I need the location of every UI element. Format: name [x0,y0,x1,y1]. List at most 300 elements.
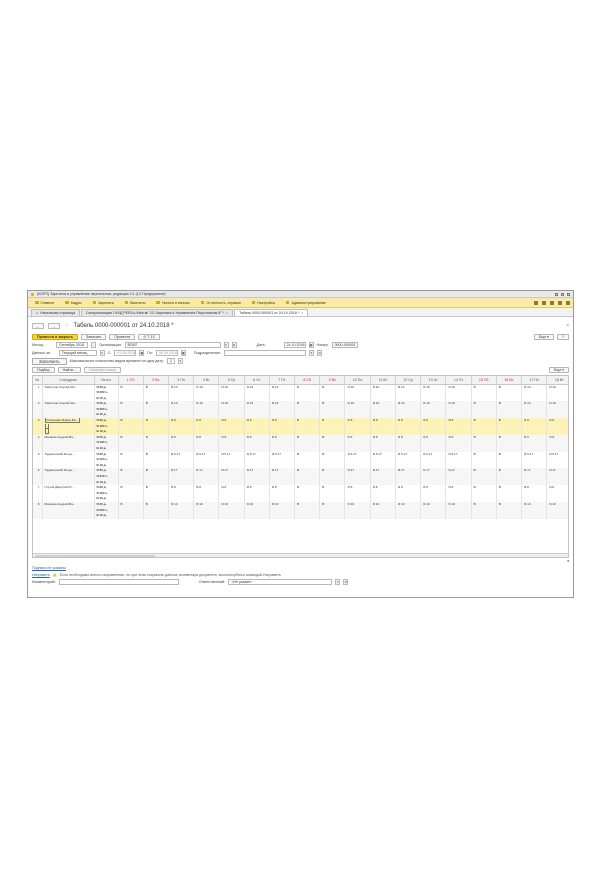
day-cell[interactable]: Я 8 [269,485,294,491]
day-cell[interactable]: Я 8 [522,418,547,424]
day-cell[interactable]: Я 17 [194,468,219,474]
day-cell[interactable]: Я 10 [345,384,370,390]
day-cell[interactable]: Я 5.17 [194,452,219,458]
from-date-field[interactable]: 01.09.2018 [114,350,136,356]
day-cell[interactable]: В [295,418,320,424]
maximize-icon[interactable] [561,293,564,296]
department-label: Подразделение: [193,351,222,355]
day-cell[interactable]: Я 5.17 [269,452,294,458]
day-cell[interactable] [446,513,471,519]
cancel-search-button[interactable]: Отменить поиск [84,367,121,373]
day-cell[interactable]: Я 8 [522,485,547,491]
day-cell[interactable]: Я 5.17 [446,452,471,458]
forward-button[interactable]: → [48,323,60,329]
calendar-icon[interactable]: ▦ [309,343,313,348]
salary-icon [93,301,97,305]
day-cell[interactable]: В [471,485,496,491]
day-cell[interactable]: В [496,452,521,458]
responsible-open-button[interactable]: ⧉ [344,580,347,585]
day-cell[interactable]: Я 8 [547,435,569,441]
total-cell: Я 20 д. [94,401,118,407]
day-cell[interactable] [295,513,320,519]
day-cell[interactable]: В [496,468,521,474]
day-cell[interactable]: В [471,502,496,508]
day-cell[interactable]: Я 8 [244,418,269,424]
command-bar [32,332,569,341]
day-cell[interactable]: Я 8 [395,485,420,491]
print-label: Т-13 [147,334,155,339]
day-cell[interactable]: Я 8 [244,435,269,441]
app-window [27,290,574,598]
day-cell[interactable] [471,513,496,519]
day-cell[interactable]: Я 10 [547,502,569,508]
table-more-button[interactable]: Еще ▾ [549,367,569,373]
day-cell[interactable]: В [118,502,143,508]
day-cell[interactable]: Я 10 [421,401,446,407]
menu-item-reports[interactable] [197,299,247,307]
day-cell[interactable]: В [118,401,143,407]
month-picker-button[interactable]: … [91,343,95,348]
calendar-icon[interactable]: ▦ [140,351,144,356]
col-day[interactable]: 17 Пн [522,376,547,384]
col-day[interactable]: 8 Сб [295,376,320,384]
close-form-button[interactable]: × [566,323,569,329]
day-cell[interactable] [496,513,521,519]
more-actions-button[interactable]: Еще ▾ [534,334,554,340]
wrench-icon [252,301,256,305]
day-cell[interactable]: Я 10 [168,384,193,390]
back-button[interactable]: ← [32,323,44,329]
day-cell[interactable]: В [143,502,168,508]
table-header-row [33,376,569,384]
employee-name: Романова Мария Ва... [46,418,79,423]
employee-cell[interactable] [42,513,94,519]
print-t13-button[interactable] [138,334,159,340]
total-cell: В 10 д. [94,480,118,486]
day-cell[interactable]: Я 8 [421,418,446,424]
day-cell[interactable] [168,513,193,519]
day-cell[interactable]: Я 10 [168,502,193,508]
user-icon[interactable] [566,301,570,305]
menu-label: Главное [40,300,55,305]
to-label: По: [147,351,153,355]
table-row[interactable] [33,513,569,519]
day-cell[interactable]: Я 10 [219,384,244,390]
close-window-icon[interactable] [567,293,570,296]
day-cell[interactable]: Я 8 [370,418,395,424]
pick-button[interactable]: Подбор [32,367,55,373]
day-cell[interactable]: В [295,502,320,508]
col-employee[interactable]: Сотрудник [42,376,94,384]
day-cell[interactable]: Я 10 [370,502,395,508]
day-cell[interactable]: В [471,401,496,407]
percent-icon [156,301,160,305]
day-cell[interactable]: В [295,485,320,491]
total-cell: Я 20 д. [94,502,118,508]
total-cell: В 10 д. [94,496,118,502]
app-logo-icon [31,293,34,296]
day-cell[interactable]: Я 17 [244,468,269,474]
col-day[interactable]: 15 Сб [471,376,496,384]
close-tab-icon[interactable]: × [226,311,229,315]
menu-item-payments[interactable] [121,299,152,307]
day-cell[interactable]: Я 5.17 [370,452,395,458]
col-day[interactable]: 3 Пн [168,376,193,384]
department-dropdown-button[interactable]: ▾ [310,351,313,356]
period-select[interactable]: Текущий месяц [59,350,97,356]
day-cell[interactable]: В [471,384,496,390]
home-icon: ⌂ [36,311,39,315]
day-cell[interactable]: Я 8 [522,435,547,441]
day-cell[interactable]: В [143,418,168,424]
find-button[interactable]: Найти... [58,367,81,373]
day-cell[interactable]: Я 10 [194,401,219,407]
day-cell[interactable]: Я 8 [194,435,219,441]
day-cell[interactable]: Я 8 [446,485,471,491]
menu-item-admin[interactable] [282,299,332,307]
day-cell[interactable]: Я 8 [168,435,193,441]
max-time-types-field[interactable]: 2 [167,358,175,364]
day-cell[interactable]: Я 10 [345,502,370,508]
star-icon[interactable] [542,301,546,305]
total-cell: В 10 д. [94,396,118,402]
day-cell[interactable]: Я 5.17 [395,452,420,458]
day-cell[interactable]: В [295,468,320,474]
day-cell[interactable]: Я 10 [345,401,370,407]
col-day[interactable]: 10 Пн [345,376,370,384]
day-cell[interactable]: Я 8 [421,435,446,441]
day-cell[interactable]: В [143,485,168,491]
day-cell[interactable]: Я 10 [244,502,269,508]
day-cell[interactable]: Я 10 [244,384,269,390]
number-field[interactable]: 0000-000001 [332,342,358,348]
day-cell[interactable]: Я 8 [370,485,395,491]
comment-row [32,578,569,586]
month-field[interactable]: Сентябрь 2018 [56,342,88,348]
day-cell[interactable]: Я 8 [345,418,370,424]
day-cell[interactable]: Я 5.17 [522,452,547,458]
day-cell[interactable]: Я 17 [522,468,547,474]
favorite-star-icon[interactable]: ☆ [64,323,70,329]
scroll-down-icon[interactable]: ▾ [567,559,569,563]
day-cell[interactable]: Я 10 [168,401,193,407]
tab-sync[interactable] [81,309,233,316]
day-cell[interactable]: В [320,468,345,474]
col-day[interactable]: 11 Вт [370,376,395,384]
day-cell[interactable]: Я 10 [395,502,420,508]
document-header [32,321,569,331]
day-cell[interactable]: В [496,485,521,491]
day-cell[interactable] [244,513,269,519]
col-day[interactable]: 14 Пт [446,376,471,384]
day-cell[interactable]: Я 17 [168,468,193,474]
day-cell[interactable]: В [471,452,496,458]
day-cell[interactable]: В [118,468,143,474]
col-total[interactable]: Итого [94,376,118,384]
minimize-icon[interactable] [555,293,558,296]
day-cell[interactable]: Я 10 [421,502,446,508]
day-cell[interactable]: В [320,502,345,508]
col-day[interactable]: 13 Чт [421,376,446,384]
day-cell[interactable]: Я 10 [269,384,294,390]
day-cell[interactable]: Я 8 [194,485,219,491]
day-cell[interactable]: Я 10 [421,384,446,390]
day-cell[interactable]: Я 10 [547,384,569,390]
day-cell[interactable]: В [295,435,320,441]
close-tab-icon[interactable]: × [301,311,304,315]
day-cell[interactable]: В [496,418,521,424]
fix-link[interactable]: Исправить [32,572,50,577]
day-cell[interactable]: Я 10 [370,384,395,390]
day-cell[interactable]: Я 8 [547,485,569,491]
day-cell[interactable]: Я 17 [446,468,471,474]
day-cell[interactable]: В [295,401,320,407]
row-number: 7 [33,485,42,491]
day-cell[interactable]: Я 5.17 [219,452,244,458]
total-cell: В 10 д. [94,463,118,469]
day-cell[interactable]: В [143,452,168,458]
day-cell[interactable] [219,513,244,519]
horizontal-scrollbar[interactable] [33,553,568,557]
day-cell[interactable]: Я 8 [395,418,420,424]
day-cell[interactable]: Я 10 [547,401,569,407]
day-cell[interactable]: В [496,502,521,508]
col-day[interactable]: 18 Вт [547,376,569,384]
day-cell[interactable]: В [471,435,496,441]
document-form [28,319,573,597]
tab-timesheet[interactable] [234,309,308,316]
day-cell[interactable]: В [320,418,345,424]
menu-icon [35,301,39,305]
day-cell[interactable]: Я 8 [244,485,269,491]
day-cell[interactable]: В [143,435,168,441]
day-cell[interactable] [421,513,446,519]
row-number: 1 [33,384,42,390]
day-cell[interactable]: Я 10 [446,384,471,390]
correction-notice: Если необходимо внести исправления, но при этом сохранить данные экземпляра документа, воспользуйтесь командой Исправить [59,572,281,577]
day-cell[interactable]: В [496,435,521,441]
col-day[interactable]: 12 Ср [395,376,420,384]
day-cell[interactable]: Я 10 [269,502,294,508]
day-cell[interactable]: Я 5.17 [168,452,193,458]
day-cell[interactable]: В [118,384,143,390]
day-cell[interactable]: Я 5.17 [421,452,446,458]
post-button[interactable]: Провести [109,334,135,340]
title-bar [28,291,573,298]
day-cell[interactable]: В [320,435,345,441]
day-cell[interactable]: В [143,401,168,407]
employee-name: Глухов Дмитрий Ю... [44,485,75,490]
day-cell[interactable]: Я 8 [421,485,446,491]
day-cell[interactable]: В [496,384,521,390]
date-label: Дата: [256,343,266,347]
sections-menu [28,298,573,308]
day-cell[interactable] [345,513,370,519]
date-field[interactable]: 24.10.2018 [284,342,306,348]
day-cell[interactable]: Я 10 [219,502,244,508]
menu-label: Кадры [70,300,82,305]
day-cell[interactable]: Я 8 [446,435,471,441]
day-cell[interactable] [320,513,345,519]
day-cell[interactable]: Я 17 [219,468,244,474]
day-cell[interactable]: В [471,418,496,424]
day-cell[interactable]: Я 10 [269,401,294,407]
responsible-field[interactable]: <Не указан> [228,579,332,585]
day-cell[interactable]: Я 10 [370,401,395,407]
day-cell[interactable]: Я 10 [194,502,219,508]
grid-icon[interactable] [534,301,538,305]
max-stepper-button[interactable]: ▾ [179,359,182,364]
history-icon[interactable] [550,301,554,305]
day-cell[interactable]: Я 5.17 [244,452,269,458]
day-cell[interactable] [143,513,168,519]
total-cell: Я 200 ч. [94,390,118,396]
menu-item-personnel[interactable] [61,299,87,307]
day-cell[interactable]: В [118,452,143,458]
printer-icon: ⎙ [143,334,148,339]
day-cell[interactable]: В [320,452,345,458]
day-cell[interactable]: В [320,485,345,491]
col-day[interactable]: 16 Вс [496,376,521,384]
day-cell[interactable]: Я 8 [345,485,370,491]
day-cell[interactable]: Я 8 [219,418,244,424]
day-cell[interactable]: Я 10 [522,401,547,407]
day-cell[interactable]: Я 10 [395,401,420,407]
day-cell[interactable]: Я 10 [446,502,471,508]
tab-home[interactable] [31,309,80,316]
day-cell[interactable]: Я 17 [269,468,294,474]
org-label: Организация: [98,343,122,347]
day-cell[interactable]: В [496,401,521,407]
menu-item-taxes[interactable] [152,299,195,307]
total-cell: В 10 д. [94,446,118,452]
day-cell[interactable]: Я 8 [219,485,244,491]
day-cell[interactable]: Я 10 [194,384,219,390]
day-cell[interactable] [269,513,294,519]
employee-name: Тамостин Сергей Ми... [44,384,78,389]
employee-name: Маганов Андрей Ва... [44,434,76,439]
day-cell[interactable]: Я 8 [219,435,244,441]
col-day[interactable]: 7 Пт [269,376,294,384]
col-day[interactable]: 6 Чт [244,376,269,384]
day-cell[interactable]: Я 8 [168,485,193,491]
col-day[interactable]: 4 Вт [194,376,219,384]
day-cell[interactable]: В [320,384,345,390]
day-cell[interactable] [547,513,569,519]
fill-button[interactable]: Заполнить [32,358,67,365]
day-cell[interactable]: Я 10 [219,401,244,407]
day-cell[interactable]: Я 10 [244,401,269,407]
day-cell[interactable]: В [295,452,320,458]
row-number: 8 [33,502,42,508]
col-number[interactable]: № [33,376,42,384]
calendar-icon[interactable]: ▦ [181,351,185,356]
timesheet-table [32,375,569,558]
col-day[interactable]: 2 Вс [143,376,168,384]
timesheet-grid [33,376,569,519]
day-cell[interactable]: Я 8 [269,435,294,441]
day-cell[interactable]: Я 10 [395,384,420,390]
col-day[interactable]: 9 Вс [320,376,345,384]
day-cell[interactable]: Я 8 [547,418,569,424]
day-cell[interactable]: Я 8 [395,435,420,441]
day-cell[interactable]: Я 8 [168,418,193,424]
day-cell[interactable]: В [471,468,496,474]
day-cell[interactable]: Я 8 [269,418,294,424]
scrollbar-thumb[interactable] [35,555,155,558]
menu-label: Зарплата [98,300,114,305]
day-cell[interactable]: В [295,384,320,390]
total-cell: Я 20 д. [94,418,118,424]
day-cell[interactable]: Я 17 [547,468,569,474]
day-cell[interactable]: Я 8 [345,435,370,441]
col-day[interactable]: 1 Сб [118,376,143,384]
organization-field[interactable]: ВОЕЛ [125,342,221,348]
day-cell[interactable]: Я 10 [522,384,547,390]
total-cell: Я 103 ч. [94,457,118,463]
day-cell[interactable] [118,513,143,519]
max-time-types-label: Максимальное количество видов времени на одну дату: [69,359,164,363]
org-dropdown-button[interactable]: ▾ [225,343,227,348]
day-cell[interactable] [194,513,219,519]
menu-item-settings[interactable] [248,299,281,307]
day-cell[interactable] [370,513,395,519]
day-cell[interactable]: В [118,485,143,491]
org-open-button[interactable]: ⧉ [232,343,236,348]
day-cell[interactable] [395,513,420,519]
employee-name [45,429,49,434]
tab-label: Начальная страница [40,311,75,315]
day-cell[interactable]: Я 10 [522,502,547,508]
day-cell[interactable]: Я 8 [370,435,395,441]
department-open-button[interactable]: ⧉ [318,351,321,356]
day-cell[interactable]: Я 5.17 [345,452,370,458]
comment-field[interactable] [59,579,179,585]
help-button[interactable]: ? [557,334,569,340]
day-cell[interactable]: В [320,401,345,407]
day-cell[interactable]: Я 8 [446,418,471,424]
day-cell[interactable]: Я 8 [194,418,219,424]
department-field[interactable] [224,350,306,356]
day-cell[interactable]: В [143,468,168,474]
page-title: Табель 0000-000001 от 24.10.2018 * [73,323,174,329]
save-button[interactable]: Записать [81,334,106,340]
to-date-field[interactable]: 30.09.2018 [156,350,178,356]
day-cell[interactable]: В [118,435,143,441]
employee-name: Лудининский Игорь... [44,468,75,473]
day-cell[interactable]: Я 5.17 [547,452,569,458]
responsible-dropdown-button[interactable]: ▾ [337,580,339,585]
day-cell[interactable]: Я 10 [446,401,471,407]
day-cell[interactable]: В [118,418,143,424]
day-cell[interactable]: В [143,384,168,390]
day-cell[interactable]: Я 17 [421,468,446,474]
day-cell[interactable]: Я 17 [395,468,420,474]
total-cell: Я 20 д. [94,384,118,390]
period-dropdown-button[interactable]: ▾ [101,351,103,356]
menu-item-salary[interactable] [89,299,120,307]
day-cell[interactable]: Я 17 [370,468,395,474]
signatures-link[interactable]: Подписи не указаны [32,565,66,570]
total-cell: В 10 д. [94,429,118,435]
menu-item-main[interactable] [31,299,60,307]
search-icon[interactable] [558,301,562,305]
day-cell[interactable] [522,513,547,519]
day-cell[interactable]: Я 17 [345,468,370,474]
post-and-close-button[interactable]: Провести и закрыть [32,334,78,340]
col-day[interactable]: 5 Ср [219,376,244,384]
reports-icon [201,301,205,305]
